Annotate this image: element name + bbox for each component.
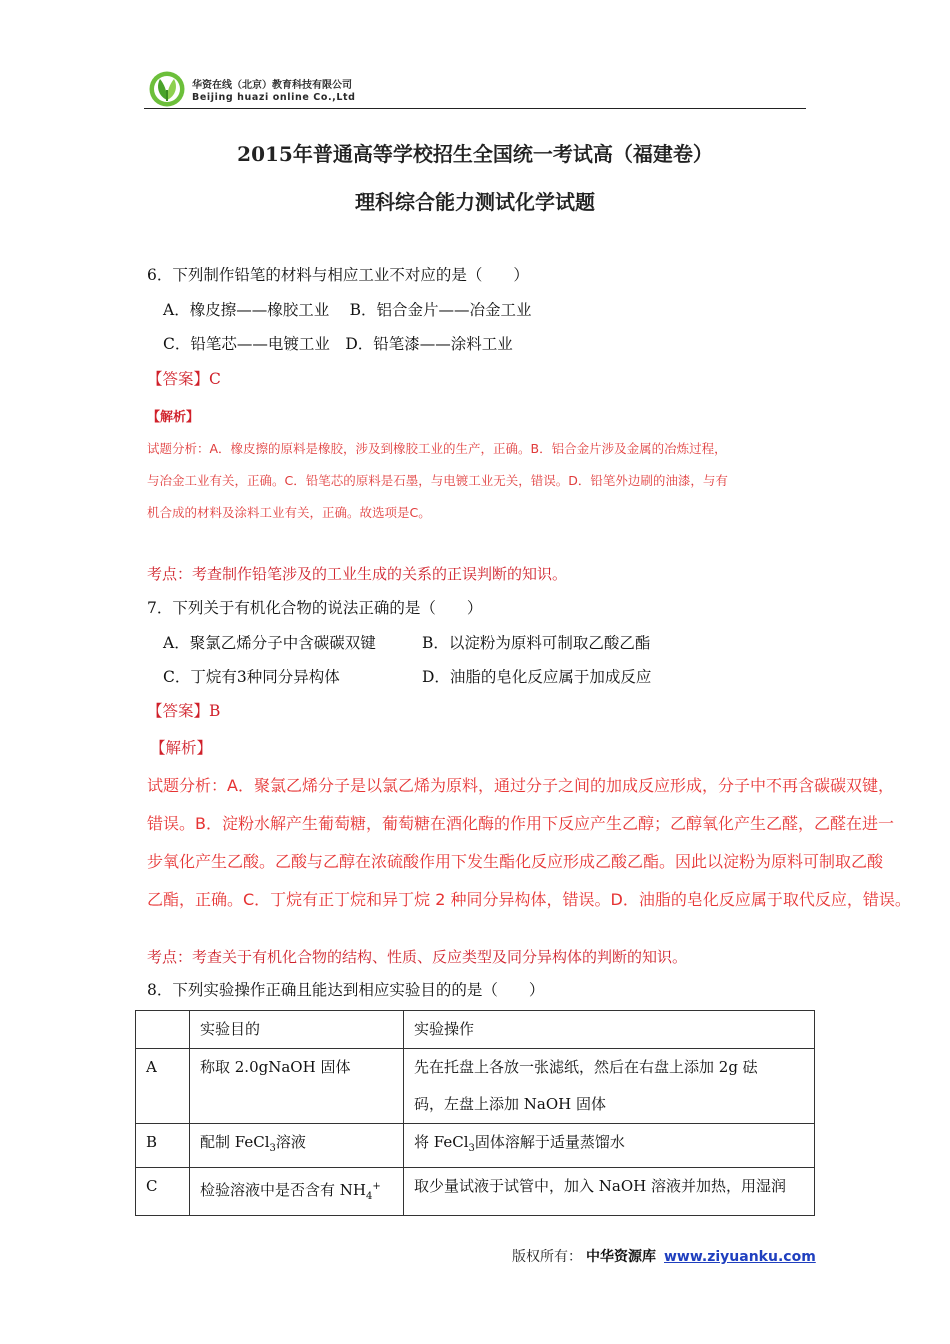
q7-option-b: B．以淀粉为原料可制取乙酸乙酯 bbox=[422, 634, 651, 652]
q6-analysis-line: 试题分析：A．橡皮擦的原料是橡胶，涉及到橡胶工业的生产，正确。B．铝合金片涉及金属的冶炼过程， bbox=[147, 441, 727, 456]
operation-line: 码，左盘上添加 NaOH 固体 bbox=[414, 1095, 606, 1113]
copyright-label: 版权所有： bbox=[512, 1249, 582, 1265]
q6-options-cd: C．铅笔芯——电镀工业 D．铅笔漆——涂料工业 bbox=[163, 335, 513, 353]
q6-options-ab: A．橡皮擦——橡胶工业 B．铝合金片——冶金工业 bbox=[163, 301, 532, 319]
q7-analysis-line: 错误。B．淀粉水解产生葡萄糖，葡萄糖在酒化酶的作用下反应产生乙醇；乙醇氧化产生乙醛，乙醛在进一 bbox=[147, 814, 894, 833]
table-row bbox=[136, 1168, 815, 1216]
header-divider bbox=[144, 108, 806, 109]
copyright-footer bbox=[512, 1246, 816, 1266]
row-operation: 将 FeCl$_3$固体溶解于适量蒸馏水 bbox=[404, 1124, 815, 1168]
exam-title: 2015年普通高等学校招生全国统一考试高（福建卷） bbox=[237, 142, 713, 166]
table-header-cell bbox=[136, 1011, 190, 1049]
q6-answer: 【答案】C bbox=[147, 370, 221, 388]
operation-line: 先在托盘上各放一张滤纸，然后在右盘上添加 2g 砝 bbox=[414, 1058, 758, 1076]
q8-experiment-table bbox=[135, 1010, 815, 1216]
q6-knowledge-point: 考点：考查制作铅笔涉及的工业生成的关系的正误判断的知识。 bbox=[147, 565, 568, 583]
row-label: B bbox=[136, 1124, 190, 1168]
q7-answer: 【答案】B bbox=[147, 702, 221, 720]
table-row bbox=[136, 1049, 815, 1124]
q6-analysis-line: 机合成的材料及涂料工业有关，正确。故选项是C。 bbox=[147, 505, 431, 520]
q6-stem: 6．下列制作铅笔的材料与相应工业不对应的是（ ） bbox=[147, 266, 529, 284]
q8-stem: 8．下列实验操作正确且能达到相应实验目的的是（ ） bbox=[147, 981, 545, 999]
exam-subtitle: 理科综合能力测试化学试题 bbox=[355, 190, 595, 214]
row-operation bbox=[404, 1049, 815, 1124]
table-header-cell: 实验目的 bbox=[190, 1011, 404, 1049]
site-url-link[interactable]: www.ziyuanku.com bbox=[664, 1249, 816, 1265]
row-label: C bbox=[136, 1168, 190, 1216]
company-name-en: Beijing huazi online Co.,Ltd bbox=[192, 92, 356, 103]
q7-option-c: C．丁烷有3种同分异构体 bbox=[163, 668, 340, 686]
site-name: 中华资源库 bbox=[586, 1249, 656, 1265]
q7-option-d: D．油脂的皂化反应属于加成反应 bbox=[422, 668, 652, 686]
company-logo bbox=[148, 70, 186, 108]
q7-analysis-line: 乙酯，正确。C．丁烷有正丁烷和异丁烷 2 种同分异构体，错误。D．油脂的皂化反应属于取代反应，错误。 bbox=[147, 890, 911, 909]
q7-analysis-line: 试题分析：A．聚氯乙烯分子是以氯乙烯为原料，通过分子之间的加成反应形成，分子中不再含碳碳双键， bbox=[147, 776, 894, 795]
row-purpose: 检验溶液中是否含有 $NH_4^+$ bbox=[190, 1168, 404, 1216]
company-name-cn: 华资在线（北京）教育科技有限公司 bbox=[192, 80, 352, 91]
table-header-row bbox=[136, 1011, 815, 1049]
q7-analysis-label: 【解析】 bbox=[150, 739, 213, 757]
row-label: A bbox=[136, 1049, 190, 1124]
q7-analysis-line: 步氧化产生乙酸。乙酸与乙醇在浓硫酸作用下发生酯化反应形成乙酸乙酯。因此以淀粉为原料可制取乙酸 bbox=[147, 852, 884, 871]
row-operation: 取少量试液于试管中，加入 NaOH 溶液并加热，用湿润 bbox=[404, 1168, 815, 1216]
row-purpose: 配制 FeCl$_3$溶液 bbox=[190, 1124, 404, 1168]
q7-knowledge-point: 考点：考查关于有机化合物的结构、性质、反应类型及同分异构体的判断的知识。 bbox=[147, 948, 688, 966]
q6-analysis-label: 【解析】 bbox=[147, 410, 200, 425]
q6-analysis-line: 与冶金工业有关，正确。C．铅笔芯的原料是石墨，与电镀工业无关，错误。D．铅笔外边刷的油漆，与有 bbox=[147, 473, 728, 488]
q7-option-a: A．聚氯乙烯分子中含碳碳双键 bbox=[163, 634, 376, 652]
table-row bbox=[136, 1124, 815, 1168]
q7-stem: 7．下列关于有机化合物的说法正确的是（ ） bbox=[147, 599, 483, 617]
table-header-cell: 实验操作 bbox=[404, 1011, 815, 1049]
row-purpose: 称取 2.0gNaOH 固体 bbox=[190, 1049, 404, 1124]
